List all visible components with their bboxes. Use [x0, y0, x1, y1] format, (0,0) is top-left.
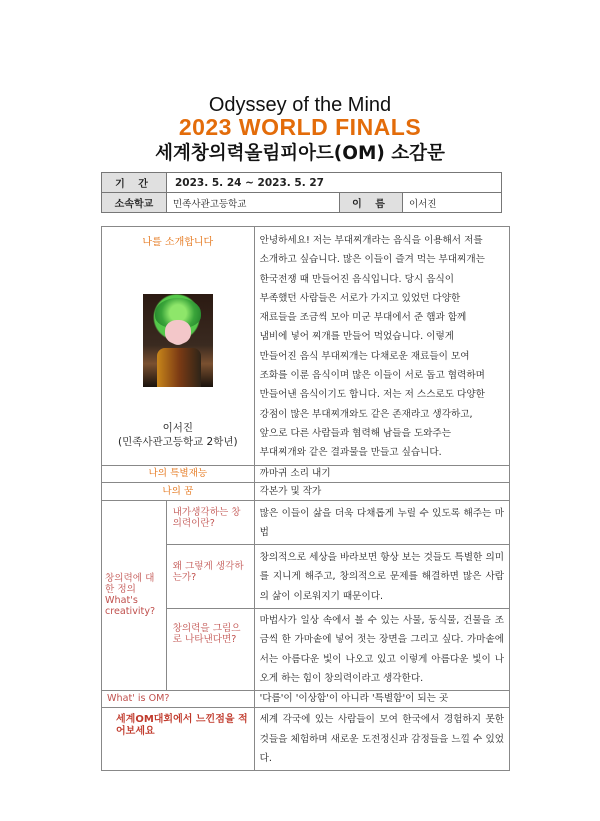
om-label: What' is OM?	[102, 691, 255, 708]
info-table	[101, 172, 502, 213]
intro-line: 한국전쟁 때 만들어진 음식입니다. 당시 음식이	[259, 273, 455, 285]
name-label: 이 름	[340, 193, 403, 213]
profile-photo	[143, 294, 213, 387]
talent-label: 나의 특별재능	[102, 465, 255, 482]
intro-line: 안녕하세요! 저는 부대찌개라는 음식을 이용해서 저를	[259, 235, 483, 246]
intro-line: 만들어낸 음식이기도 합니다. 저는 저 스스로도 다양한	[259, 389, 485, 401]
creativity-q3: 창의력을 그림으로 나타낸다면?	[166, 609, 254, 691]
om-value: '다름'이 '이상함'이 아니라 '특별함'이 되는 곳	[254, 691, 509, 708]
creativity-q1: 내가생각하는 창의력이란?	[166, 500, 254, 545]
title-world-finals: 2023 WORLD FINALS	[178, 114, 422, 140]
talent-value: 까마귀 소리 내기	[254, 465, 509, 482]
intro-line: 부족했던 사람들은 서로가 가지고 있었던 다양한	[259, 292, 461, 304]
creativity-a1: 많은 이들이 삶을 더욱 다채롭게 누릴 수 있도록 해주는 마법	[254, 500, 509, 545]
creativity-a2: 창의적으로 세상을 바라보면 항상 보는 것들도 특별한 의미를 지니게 해주고, 창의적으로 문제를 해결하면 많은 사람의 삶이 이로워지기 때문이다.	[254, 545, 509, 609]
school-value: 민족사관고등학교	[167, 193, 340, 213]
name-value: 이서진	[403, 193, 502, 213]
feeling-value: 세계 각국에 있는 사람들이 모여 한국에서 경험하지 못한 것들을 체험하며 새로운 도전정신과 감정들을 느낄 수 있었다.	[254, 708, 509, 771]
intro-school-grade: (민족사관고등학교 2학년)	[117, 436, 238, 449]
intro-line: 재료들을 조금씩 모아 미군 부대에서 준 햄과 함께	[259, 312, 467, 324]
intro-line: 강점이 많은 부대찌개와도 같은 존재라고 생각하고,	[259, 408, 473, 420]
essay-table	[101, 226, 510, 771]
intro-line: 앞으로 다른 사람들과 협력해 남들을 도와주는	[259, 427, 451, 439]
intro-line: 만들어진 음식 부대찌개는 다채로운 재료들이 모여	[259, 350, 470, 362]
dream-value: 각본가 및 작가	[254, 482, 509, 500]
period-label: 기 간	[102, 173, 167, 193]
intro-text	[254, 227, 509, 466]
creativity-group-label: 창의력에 대한 정의 What's creativity?	[102, 500, 167, 691]
title-korean: 세계창의력올림피아드(OM) 소감문	[155, 143, 445, 164]
school-label: 소속학교	[102, 193, 167, 213]
intro-label: 나를 소개합니다	[142, 237, 214, 248]
intro-line: 조화를 이룬 음식이며 많은 이들이 서로 돕고 협력하며	[259, 370, 485, 382]
creativity-q2: 왜 그렇게 생각하는가?	[166, 545, 254, 609]
creativity-a3: 마법사가 일상 속에서 볼 수 있는 사물, 동식물, 건물을 조금씩 한 가마솥에 넣어 젓는 장면을 그리고 싶다. 가마솥에서는 아름다운 빛이 나오고 있고 이렇게 아름다운 빛이 나오게 하는 힘이 창의력이라고 생각한다.	[254, 609, 509, 691]
title-odyssey: Odyssey of the Mind	[208, 94, 392, 116]
intro-line: 소개하고 싶습니다. 많은 이들이 즐겨 먹는 부대찌개는	[259, 254, 485, 266]
dream-label: 나의 꿈	[102, 482, 255, 500]
intro-line: 냄비에 넣어 찌개를 만들어 먹었습니다. 이렇게	[259, 331, 455, 343]
intro-name: 이서진	[162, 422, 194, 435]
feeling-label: 세계OM대회에서 느낀점을 적어보세요	[102, 708, 255, 771]
intro-cell	[102, 227, 255, 466]
period-value: 2023. 5. 24 ~ 2023. 5. 27	[167, 173, 502, 193]
intro-line: 부대찌개와 같은 결과물을 만들고 싶습니다.	[259, 447, 442, 459]
